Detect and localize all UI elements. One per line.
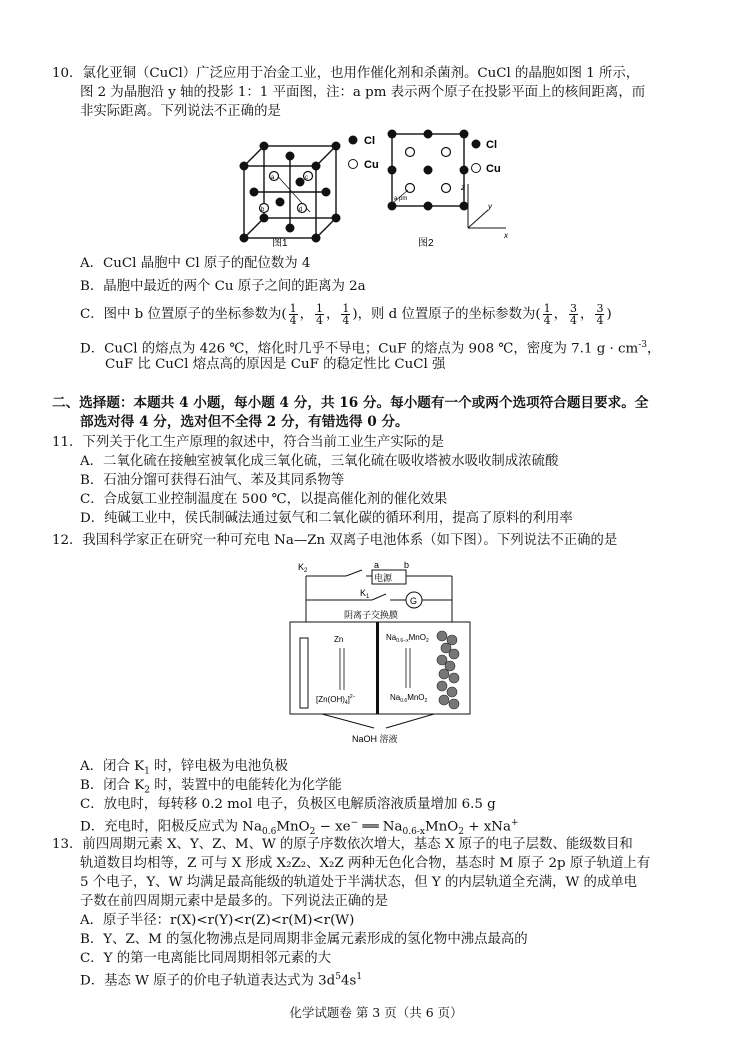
frac-d-z: $\frac{3}{4}$ [596, 302, 604, 327]
frac-b-x: $\frac{1}{4}$ [289, 302, 297, 327]
q11-stem: 11．下列关于化工生产原理的叙述中，符合当前工业生产实际的是 [52, 435, 444, 450]
fig1-label-c: c [305, 175, 308, 181]
section2-header-line2: 部选对得 4 分，选对但不全得 2 分，有错选得 0 分。 [80, 414, 409, 430]
anion-exchange-membrane [376, 622, 379, 714]
q12-option-d: D．充电时，阳极反应式为 $Na_{0.6}MnO_2 - xe^-$ ══ $Na_{0.6-x}MnO_2 + xNa^+$ [80, 818, 519, 838]
q13-option-d: D．基态 W 原子的价电子轨道表达式为 $3d^54s^1$ [80, 972, 363, 989]
fig1-legend-cl: Cl [364, 135, 375, 147]
q10-number: 10． [52, 66, 83, 81]
membrane-label: 阴离子交换膜 [344, 610, 399, 620]
fig1-label-a: a [271, 175, 275, 181]
zn-oh-label: $[Zn(OH)_4]^{2-}$ [316, 694, 356, 706]
q10-c-mid: )，则 d 位置原子的坐标参数为( [352, 307, 541, 322]
q11-option-b: B．石油分馏可获得石油气、苯及其同系物等 [80, 473, 345, 488]
frac-b-y: $\frac{1}{4}$ [316, 302, 324, 327]
q13-stem-line3: 5 个电子，Y、W 均满足最高能级的轨道处于半满状态，但 Y 的内层轨道全充满，W 的成单电 [80, 875, 638, 890]
q12-option-c: C．放电时，每转移 0.2 mol 电子，负极区电解质溶液质量增加 6.5 g [80, 797, 496, 812]
q10-option-c: C．图中 b 位置原子的坐标参数为( $\frac{1}{4}$ ， $\frac{1}{4}$ ， $\frac{1}{4}$ )，则 d 位置原子的坐标参数为( $\frac{1}{4}$ ， $\frac{3}{4}$ ， $\frac{3}{4}$ ) [80, 302, 612, 327]
k1-label: $K_1$ [360, 588, 370, 600]
section2-header-line1: 二、选择题：本题共 4 小题，每小题 4 分，共 16 分。每小题有一个或两个选项符合题目要求。全 [52, 395, 649, 411]
q10-option-a: A．CuCl 晶胞中 Cl 原子的配位数为 4 [80, 256, 311, 271]
fig2-apm-label: a pm [394, 196, 408, 202]
q11-option-c: C．合成氨工业控制温度在 500 ℃，以提高催化剂的催化效果 [80, 492, 448, 507]
zn-label: Zn [334, 635, 344, 644]
q13-option-a: A．原子半径：r(X)<r(Y)<r(Z)<r(M)<r(W) [80, 913, 355, 928]
fig2-legend-cl: Cl [486, 139, 497, 151]
frac-d-x: $\frac{1}{4}$ [543, 302, 551, 327]
fig2-axes [468, 184, 506, 228]
q11-option-a: A．二氧化硫在接触室被氧化成三氧化硫，三氧化硫在吸收塔被水吸收制成浓硫酸 [80, 454, 559, 469]
q10-c-pre: C．图中 b 位置原子的坐标参数为( [80, 307, 287, 322]
power-source-label: 电源 [374, 573, 393, 583]
q13-stem-line4: 子数在前四周期元素中是最多的。下列说法正确的是 [80, 894, 388, 909]
q13-option-c: C．Y 的第一电离能比同周期相邻元素的大 [80, 951, 331, 966]
q10-stem-line2: 图 2 为晶胞沿 y 轴的投影 1：1 平面图，注：a pm 表示两个原子在投影平面上的核间距离，而 [80, 85, 646, 100]
frac-b-z: $\frac{1}{4}$ [342, 302, 350, 327]
fig2-axis-y: y [488, 202, 492, 211]
naoh-label: NaOH 溶液 [352, 734, 398, 744]
k2-label: $K_2$ [298, 562, 308, 574]
label-b: b [404, 560, 410, 570]
q10-c-end: ) [606, 307, 612, 322]
q13-option-b: B．Y、Z、M 的氢化物沸点是同周期非金属元素形成的氢化物中沸点最高的 [80, 932, 528, 947]
q11-option-d: D．纯碱工业中，侯氏制碱法通过氨气和二氧化碳的循环利用，提高了原料的利用率 [80, 511, 573, 526]
q13-stem-line2: 轨道数目均相等，Z 可与 X 形成 X₂Z₂、X₂Z 两种无色化合物，基态时 M 原子 2p 原子轨道上有 [80, 856, 651, 871]
fig1-label-d: d [299, 207, 303, 213]
q12-stem: 12．我国科学家正在研究一种可充电 Na—Zn 双离子电池体系（如下图）。下列说法不正确的是 [52, 533, 618, 548]
zn-electrode [300, 638, 308, 708]
top-na-label: $Na_{0.6-x}MnO_2$ [386, 633, 429, 644]
q10-option-b: B．晶胞中最近的两个 Cu 原子之间的距离为 2a [80, 279, 366, 294]
q10-stem-line1 [52, 64, 639, 83]
fig1-legend-cu: Cu [364, 159, 379, 171]
label-a: a [374, 560, 380, 570]
fig2-axis-z: z [461, 183, 465, 192]
fig1-label-b: b [261, 207, 265, 213]
mno2-electrode [437, 631, 459, 709]
q13-stem-line1: 13．前四周期元素 X、Y、Z、M、W 的原子序数依次增大，基态 X 原子的电子层数、能级数目和 [52, 837, 633, 852]
bot-na-label: $Na_{0.6}MnO_2$ [390, 693, 428, 704]
fig2-legend-cu-marker [472, 164, 481, 173]
fig1-legend-cu-marker [349, 160, 358, 169]
fig2-legend-cl-marker [472, 140, 481, 149]
q10-option-d-line2: CuF 比 CuCl 熔点高的原因是 CuF 的稳定性比 CuCl 强 [105, 357, 446, 372]
fig1-legend-cl-marker [349, 136, 358, 145]
q10-text-1: 氯化亚铜（CuCl）广泛应用于冶金工业，也用作催化剂和杀菌剂。CuCl 的晶胞如图 1 所示， [82, 66, 640, 81]
fig1-caption: 图1 [272, 238, 288, 249]
q12-option-b: B．闭合 $K_2$ 时，装置中的电能转化为化学能 [80, 778, 342, 796]
galvanometer-label: G [410, 596, 418, 606]
fig2-legend-cu: Cu [486, 163, 501, 175]
fig2-axis-x: x [504, 231, 508, 240]
q12-option-a: A．闭合 $K_1$ 时，锌电极为电池负极 [80, 759, 289, 777]
fig2-caption: 图2 [418, 238, 434, 249]
frac-d-y: $\frac{3}{4}$ [570, 302, 578, 327]
q12-battery-diagram [282, 560, 482, 744]
q10-option-d-line1: D．CuCl 的熔点为 426 ℃，熔化时几乎不导电；CuF 的熔点为 908 ℃，密度为 7.1 $g \cdot cm^{-3}$， [80, 340, 661, 357]
page-footer: 化学试题卷 第 3 页（共 6 页） [289, 1005, 463, 1020]
q10-crystal-figures [230, 124, 530, 250]
q10-stem-line3: 非实际距离。下列说法不正确的是 [80, 104, 281, 119]
